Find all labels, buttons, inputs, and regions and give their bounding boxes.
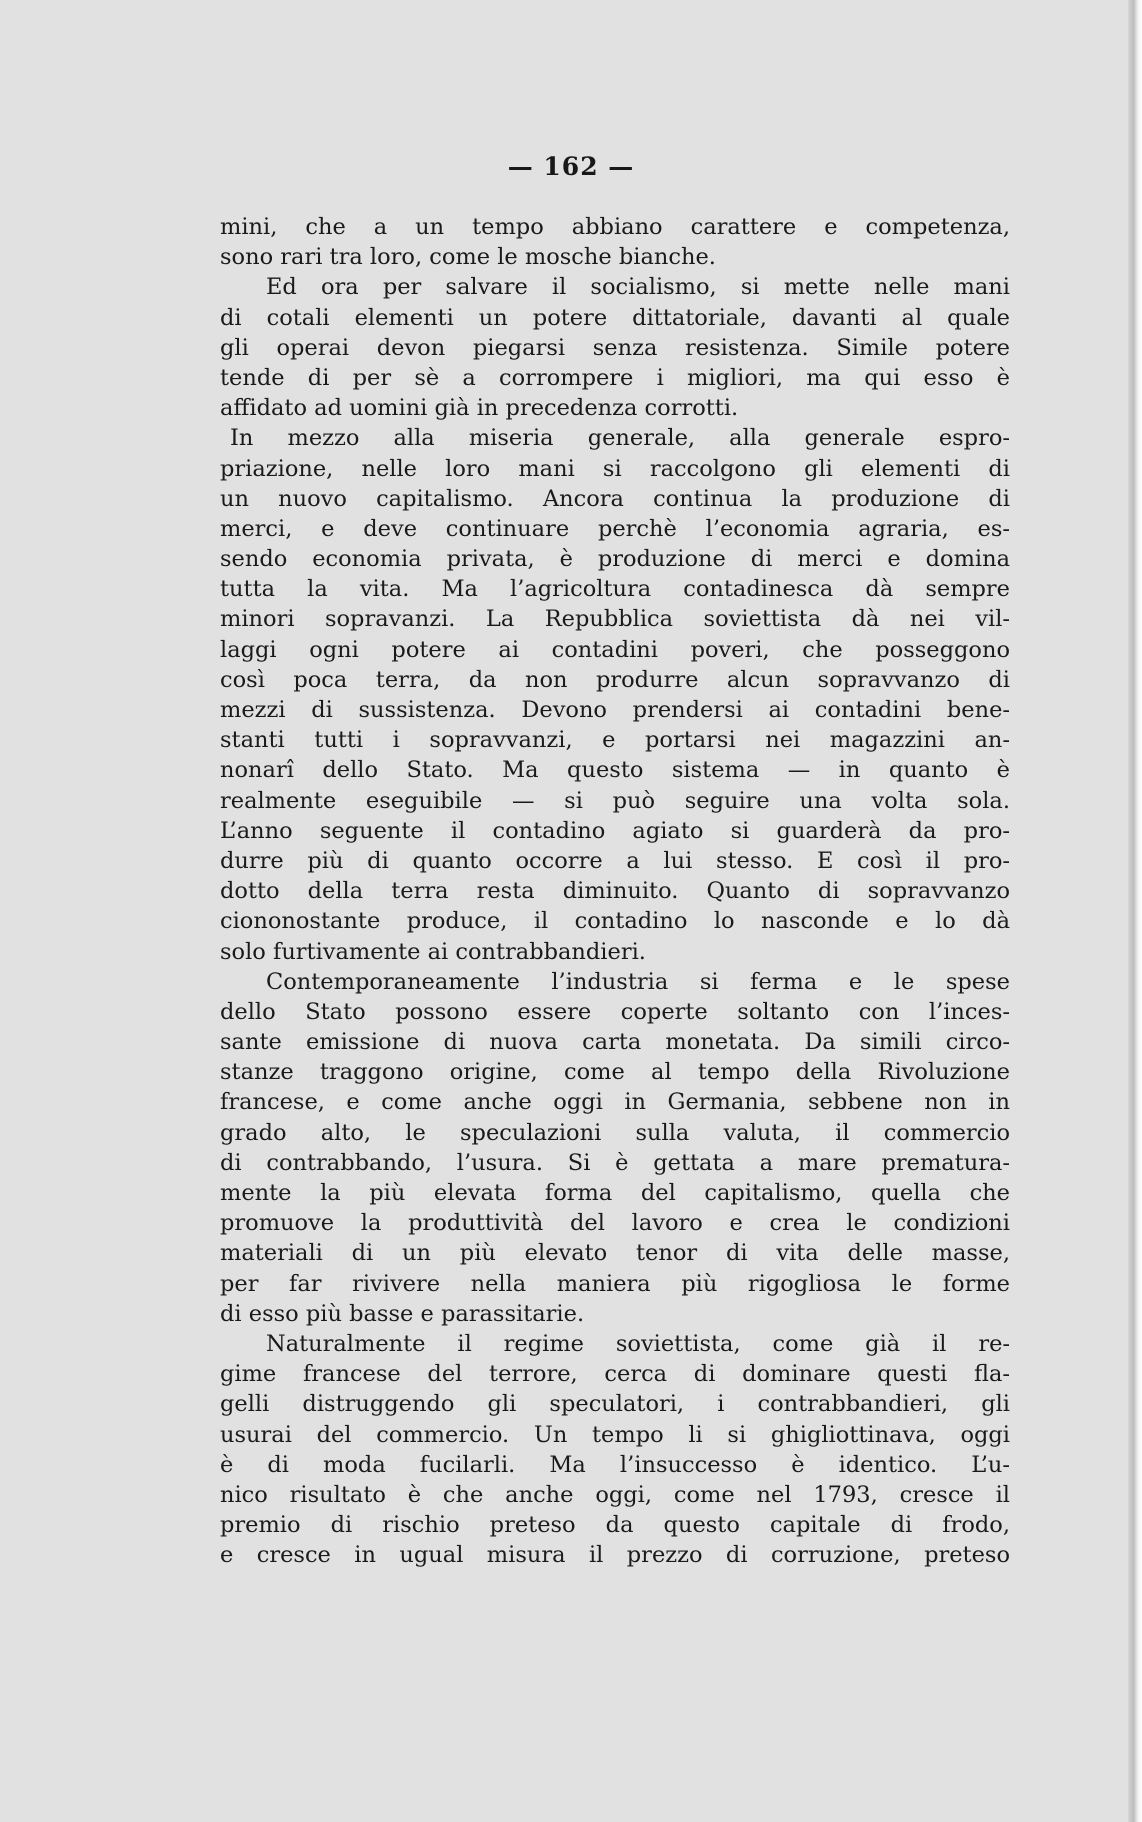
text-line: usurai del commercio. Un tempo li si ghigliottinava, oggi xyxy=(220,1421,1010,1448)
text-line: di esso più basse e parassitarie. xyxy=(220,1300,585,1327)
text-line: così poca terra, da non produrre alcun sopravvanzo di xyxy=(220,666,1010,693)
text-line: minori sopravanzi. La Repubblica soviettista dà nei vil- xyxy=(220,606,1010,633)
text-line: Naturalmente il regime soviettista, come già il re- xyxy=(266,1330,1010,1357)
text-line: un nuovo capitalismo. Ancora continua la produzione di xyxy=(220,485,1010,512)
text-line: dello Stato possono essere coperte soltanto con l’inces- xyxy=(220,998,1010,1025)
text-line: Contemporaneamente l’industria si ferma e le spese xyxy=(266,968,1010,995)
text-line: Ed ora per salvare il socialismo, si mette nelle mani xyxy=(266,274,1010,301)
text-line: nico risultato è che anche oggi, come nel 1793, cresce il xyxy=(220,1481,1010,1508)
text-line: ciononostante produce, il contadino lo nasconde e lo dà xyxy=(220,908,1010,935)
text-line: durre più di quanto occorre a lui stesso. E così il pro- xyxy=(220,847,1010,874)
text-line: dotto della terra resta diminuito. Quanto di sopravvanzo xyxy=(220,878,1010,905)
text-line: tende di per sè a corrompere i migliori, ma qui esso è xyxy=(220,364,1010,391)
text-line: nonarî dello Stato. Ma questo sistema — in quanto è xyxy=(220,757,1010,784)
text-line: gelli distruggendo gli speculatori, i contrabbandieri, gli xyxy=(220,1391,1010,1418)
text-line: affidato ad uomini già in precedenza corrotti. xyxy=(220,395,739,422)
text-line: stanti tutti i sopravvanzi, e portarsi nei magazzini an- xyxy=(220,727,1010,754)
text-line: realmente eseguibile — si può seguire una volta sola. xyxy=(220,787,1010,814)
text-line: e cresce in ugual misura il prezzo di corruzione, preteso xyxy=(220,1542,1010,1569)
text-line: priazione, nelle loro mani si raccolgono gli elementi di xyxy=(220,455,1010,482)
text-line: solo furtivamente ai contrabbandieri. xyxy=(220,938,646,965)
text-line: gime francese del terrore, cerca di dominare questi fla- xyxy=(220,1361,1010,1388)
text-line: grado alto, le speculazioni sulla valuta, il commercio xyxy=(220,1119,1010,1146)
text-line: mente la più elevata forma del capitalismo, quella che xyxy=(220,1180,1010,1206)
page-number: — 162 — xyxy=(507,152,635,181)
text-line: In mezzo alla miseria generale, alla generale espro- xyxy=(230,425,1010,452)
text-line: gli operai devon piegarsi senza resistenza. Simile potere xyxy=(220,334,1010,361)
text-line: sono rari tra loro, come le mosche bianche. xyxy=(220,244,716,271)
text-line: L’anno seguente il contadino agiato si guarderà da pro- xyxy=(220,817,1010,844)
text-line: tutta la vita. Ma l’agricoltura contadinesca dà sempre xyxy=(220,576,1010,603)
text-line: è di moda fucilarli. Ma l’insuccesso è identico. L’u- xyxy=(220,1451,1010,1478)
text-line: francese, e come anche oggi in Germania, sebbene non in xyxy=(220,1089,1010,1116)
body-text xyxy=(220,212,1010,1570)
text-line: mezzi di sussistenza. Devono prendersi ai contadini bene- xyxy=(220,697,1010,723)
text-line: promuove la produttività del lavoro e crea le condizioni xyxy=(220,1210,1010,1237)
text-line: sendo economia privata, è produzione di merci e domina xyxy=(220,546,1010,573)
text-line: stanze traggono origine, come al tempo della Rivoluzione xyxy=(220,1059,1010,1086)
text-line: per far rivivere nella maniera più rigogliosa le forme xyxy=(220,1270,1010,1297)
text-line: mini, che a un tempo abbiano carattere e competenza, xyxy=(220,214,1010,240)
page-edge xyxy=(1128,0,1142,1822)
text-line: di contrabbando, l’usura. Si è gettata a mare prematura- xyxy=(220,1149,1010,1176)
text-line: premio di rischio preteso da questo capitale di frodo, xyxy=(220,1512,1010,1539)
text-line: sante emissione di nuova carta monetata. Da simili circo- xyxy=(220,1029,1010,1056)
text-line: laggi ogni potere ai contadini poveri, che posseggono xyxy=(220,636,1010,663)
text-line: di cotali elementi un potere dittatoriale, davanti al quale xyxy=(220,304,1010,331)
text-line: materiali di un più elevato tenor di vita delle masse, xyxy=(220,1240,1010,1267)
text-line: merci, e deve continuare perchè l’economia agraria, es- xyxy=(220,515,1010,542)
